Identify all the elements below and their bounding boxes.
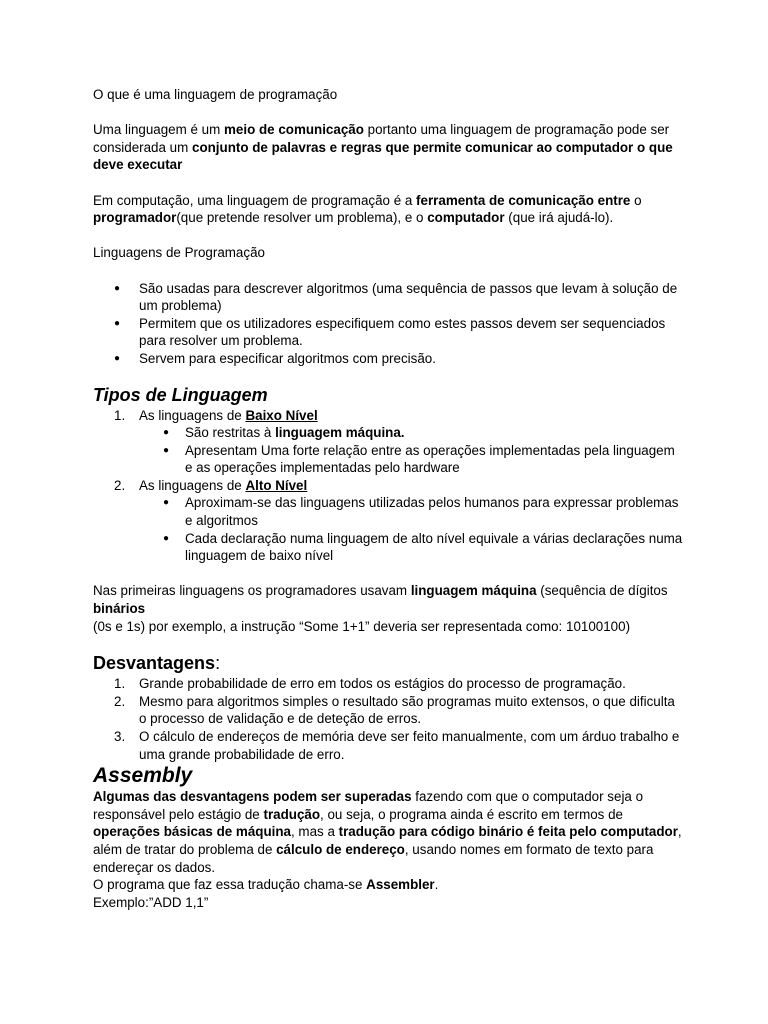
list-item bbox=[114, 728, 683, 763]
spacer bbox=[93, 262, 683, 280]
sub-list-item: ● Apresentam Uma forte relação entre as operações implementadas pela linguagem e as operações implementadas pelo hardware bbox=[185, 442, 683, 477]
text-run: , usando nomes em formato de texto para endereçar os dados. bbox=[93, 841, 654, 875]
spacer bbox=[93, 104, 683, 122]
section-heading-linguagens: Linguagens de Programação bbox=[93, 245, 265, 261]
text-run: Em computação, uma linguagem de programação é a bbox=[93, 192, 417, 208]
bold-run: linguagem máquina. bbox=[275, 425, 405, 441]
bold-run: operações básicas de máquina bbox=[93, 824, 291, 840]
bullet-list bbox=[93, 280, 683, 368]
paragraph-assembler bbox=[93, 876, 683, 894]
document-page bbox=[93, 86, 683, 911]
bold-run: conjunto de palavras e regras que permite comunicar ao computador o que deve executar bbox=[93, 139, 673, 173]
text-run: . bbox=[434, 877, 439, 893]
paragraph-machine-language bbox=[93, 582, 683, 617]
heading-tipos: Tipos de Linguagem bbox=[93, 384, 268, 405]
underlined-label: Alto Nível bbox=[245, 477, 308, 493]
heading-colon: : bbox=[215, 653, 221, 674]
text-run: (que irá ajudá-lo). bbox=[504, 210, 614, 226]
bold-run: tradução para código binário é feita pelo computador bbox=[338, 824, 678, 840]
desvantagens-list bbox=[93, 675, 683, 763]
list-text: O cálculo de endereços de memória deve ser feito manualmente, com um árduo trabalho e uma grande probabilidade de erro. bbox=[139, 729, 680, 762]
text-run: , além de tratar do problema de bbox=[93, 824, 682, 857]
list-item: ● São usadas para descrever algoritmos (uma sequência de passos que levam à solução de um problema) bbox=[139, 280, 683, 315]
text-run: Nas primeiras linguagens os programadores usavam bbox=[93, 583, 411, 599]
sub-list-item: ● Aproximam-se das linguagens utilizadas pelos humanos para expressar problemas e algoritmos bbox=[185, 494, 683, 529]
text-run: , mas a bbox=[290, 824, 339, 840]
heading-desvantagens bbox=[93, 652, 683, 674]
spacer bbox=[93, 565, 683, 583]
text-run: o bbox=[630, 192, 642, 208]
paragraph-computation bbox=[93, 192, 683, 227]
bold-run: programador bbox=[93, 210, 177, 226]
spacer bbox=[93, 174, 683, 192]
text-run: São restritas à bbox=[185, 425, 276, 441]
paragraph-definition bbox=[93, 121, 683, 174]
list-text: Mesmo para algoritmos simples o resultado são programas muito extensos, o que dificulta o processo de validação e de deteção de erros. bbox=[139, 693, 675, 727]
bold-run: computador bbox=[427, 210, 505, 226]
sub-list bbox=[139, 424, 683, 477]
bold-run: Algumas das desvantagens podem ser superadas bbox=[93, 789, 412, 805]
underlined-label: Baixo Nível bbox=[245, 407, 318, 423]
paragraph-example: Exemplo:”ADD 1,1” bbox=[93, 894, 209, 910]
heading-text: Desvantagens bbox=[93, 653, 216, 674]
text-run: As linguagens de bbox=[139, 477, 246, 493]
text-run: O programa que faz essa tradução chama-se bbox=[93, 877, 367, 893]
text-run: fazendo com que o computador seja o responsável pelo estágio de bbox=[93, 789, 644, 822]
bold-run: linguagem máquina bbox=[410, 583, 537, 599]
list-item bbox=[114, 477, 683, 565]
text-run: (que pretende resolver um problema), e o bbox=[176, 210, 428, 226]
sub-list-item: ● Cada declaração numa linguagem de alto nível equivale a várias declarações numa linguagem de baixo nível bbox=[185, 530, 683, 565]
list-number: 1. bbox=[114, 407, 126, 423]
spacer bbox=[93, 227, 683, 245]
text-run: As linguagens de bbox=[139, 407, 246, 423]
page-title: O que é uma linguagem de programação bbox=[93, 87, 338, 102]
list-item bbox=[114, 675, 683, 693]
bold-run: ferramenta de comunicação entre bbox=[416, 192, 631, 208]
bold-run: meio de comunicação bbox=[224, 122, 364, 138]
list-number: 2. bbox=[114, 693, 126, 709]
bold-run: cálculo de endereço bbox=[276, 841, 405, 857]
text-run: portanto uma linguagem de programação pode ser considerada um bbox=[93, 122, 670, 155]
text-run: , ou seja, o programa ainda é escrito em termos de bbox=[320, 806, 623, 822]
sub-list-item bbox=[185, 424, 683, 442]
list-number: 2. bbox=[114, 477, 126, 493]
bold-run: tradução bbox=[263, 806, 321, 822]
list-item: ● Permitem que os utilizadores especifiquem como estes passos devem ser sequenciados para resolver um problema. bbox=[139, 315, 683, 350]
text-run: Uma linguagem é um bbox=[93, 122, 224, 138]
sub-list bbox=[139, 494, 683, 564]
heading-assembly: Assembly bbox=[93, 764, 193, 788]
list-number: 1. bbox=[114, 676, 126, 692]
bold-run: Assembler bbox=[366, 877, 435, 893]
list-text: Grande probabilidade de erro em todos os estágios do processo de programação. bbox=[139, 676, 626, 692]
paragraph-machine-language-line2: (0s e 1s) por exemplo, a instrução “Some 1+1” deveria ser representada como: 10100100) bbox=[93, 618, 631, 634]
list-item bbox=[114, 407, 683, 477]
bold-run: binários bbox=[93, 601, 146, 617]
list-number: 3. bbox=[114, 729, 126, 744]
list-item: ● Servem para especificar algoritmos com precisão. bbox=[139, 350, 683, 368]
tipos-list bbox=[93, 407, 683, 565]
list-item bbox=[114, 693, 683, 728]
text-run: (sequência de dígitos bbox=[536, 583, 668, 599]
paragraph-assembly bbox=[93, 788, 683, 876]
